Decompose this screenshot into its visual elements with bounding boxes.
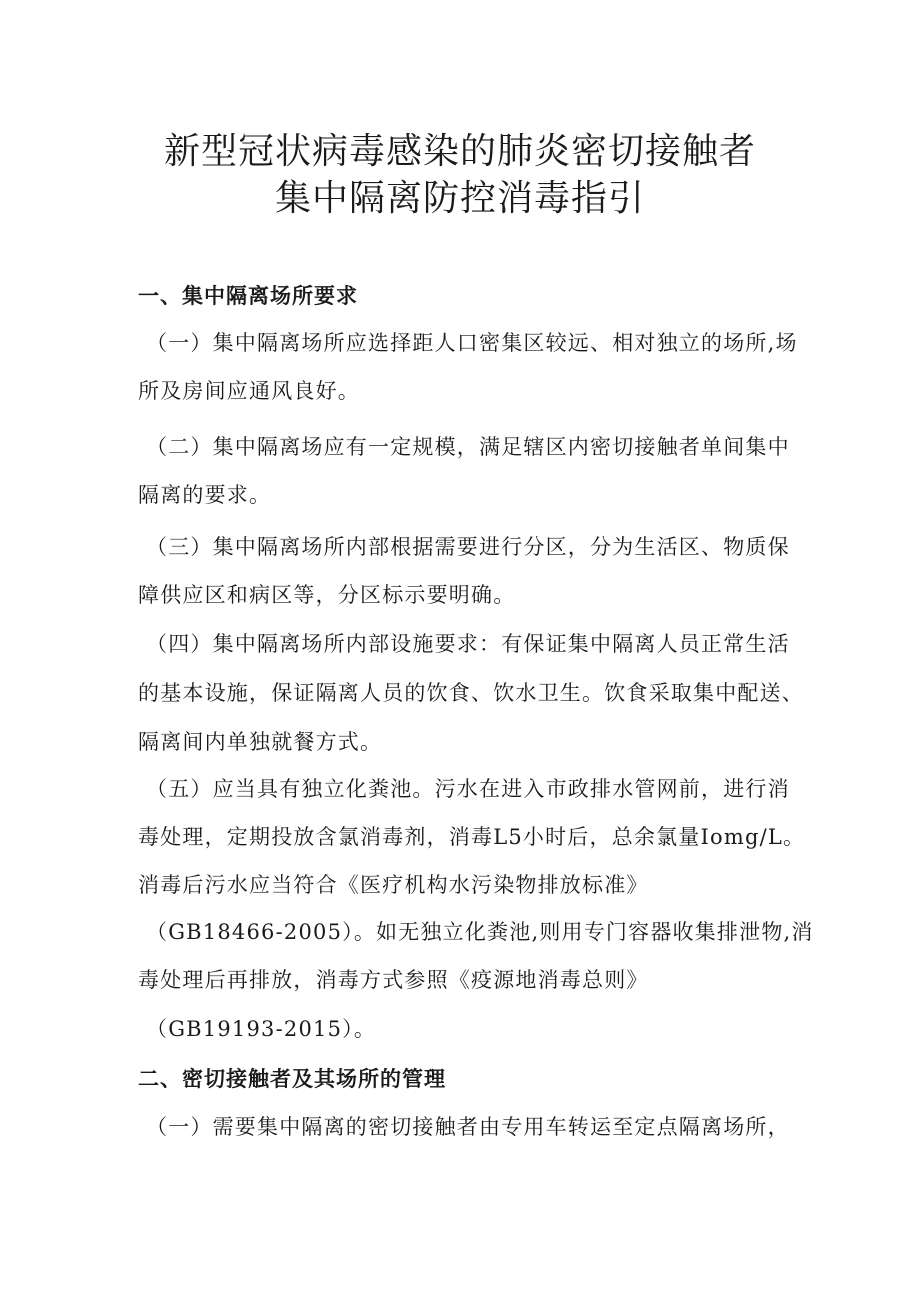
paragraph-line: （GB18466-2005）。如无独立化粪池,则用专门容器收集排泄物,消 [146,920,814,944]
paragraph-line: （三）集中隔离场所内部根据需要进行分区，分为生活区、物质保 [146,535,790,559]
paragraph-line: 所及房间应通风良好。 [138,379,360,403]
section-1-heading: 一、集中隔离场所要求 [138,284,358,308]
paragraph-line: 毒处理后再排放，消毒方式参照《疫源地消毒总则》 [138,968,649,992]
section-2-heading: 二、密切接触者及其场所的管理 [138,1067,446,1091]
paragraph-line: （一）需要集中隔离的密切接触者由专用车转运至定点隔离场所， [146,1115,790,1139]
document-title-line-1: 新型冠状病毒感染的肺炎密切接触者 [163,131,756,172]
paragraph-line: （二）集中隔离场应有一定规模，满足辖区内密切接触者单间集中 [146,435,790,459]
paragraph-line: 隔离的要求。 [138,483,272,507]
paragraph-line: 隔离间内单独就餐方式。 [138,730,383,754]
paragraph-line: （一）集中隔离场所应选择距人口密集区较远、相对独立的场所,场 [146,331,798,355]
paragraph-line: 的基本设施，保证隔离人员的饮食、饮水卫生。饮食采取集中配送、 [138,681,804,705]
document-title-line-2: 集中隔离防控消毒指引 [274,178,645,219]
paragraph-line: 消毒后污水应当符合《医疗机构水污染物排放标准》 [138,873,649,897]
paragraph-line: 毒处理，定期投放含氯消毒剂，消毒L5小时后，总余氯量Iomg/L。 [138,825,806,849]
paragraph-line: （GB19193-2015）。 [146,1017,377,1041]
paragraph-line: （五）应当具有独立化粪池。污水在进入市政排水管网前，进行消 [146,777,790,801]
paragraph-line: 障供应区和病区等，分区标示要明确。 [138,583,516,607]
paragraph-line: （四）集中隔离场所内部设施要求：有保证集中隔离人员正常生活 [146,632,790,656]
